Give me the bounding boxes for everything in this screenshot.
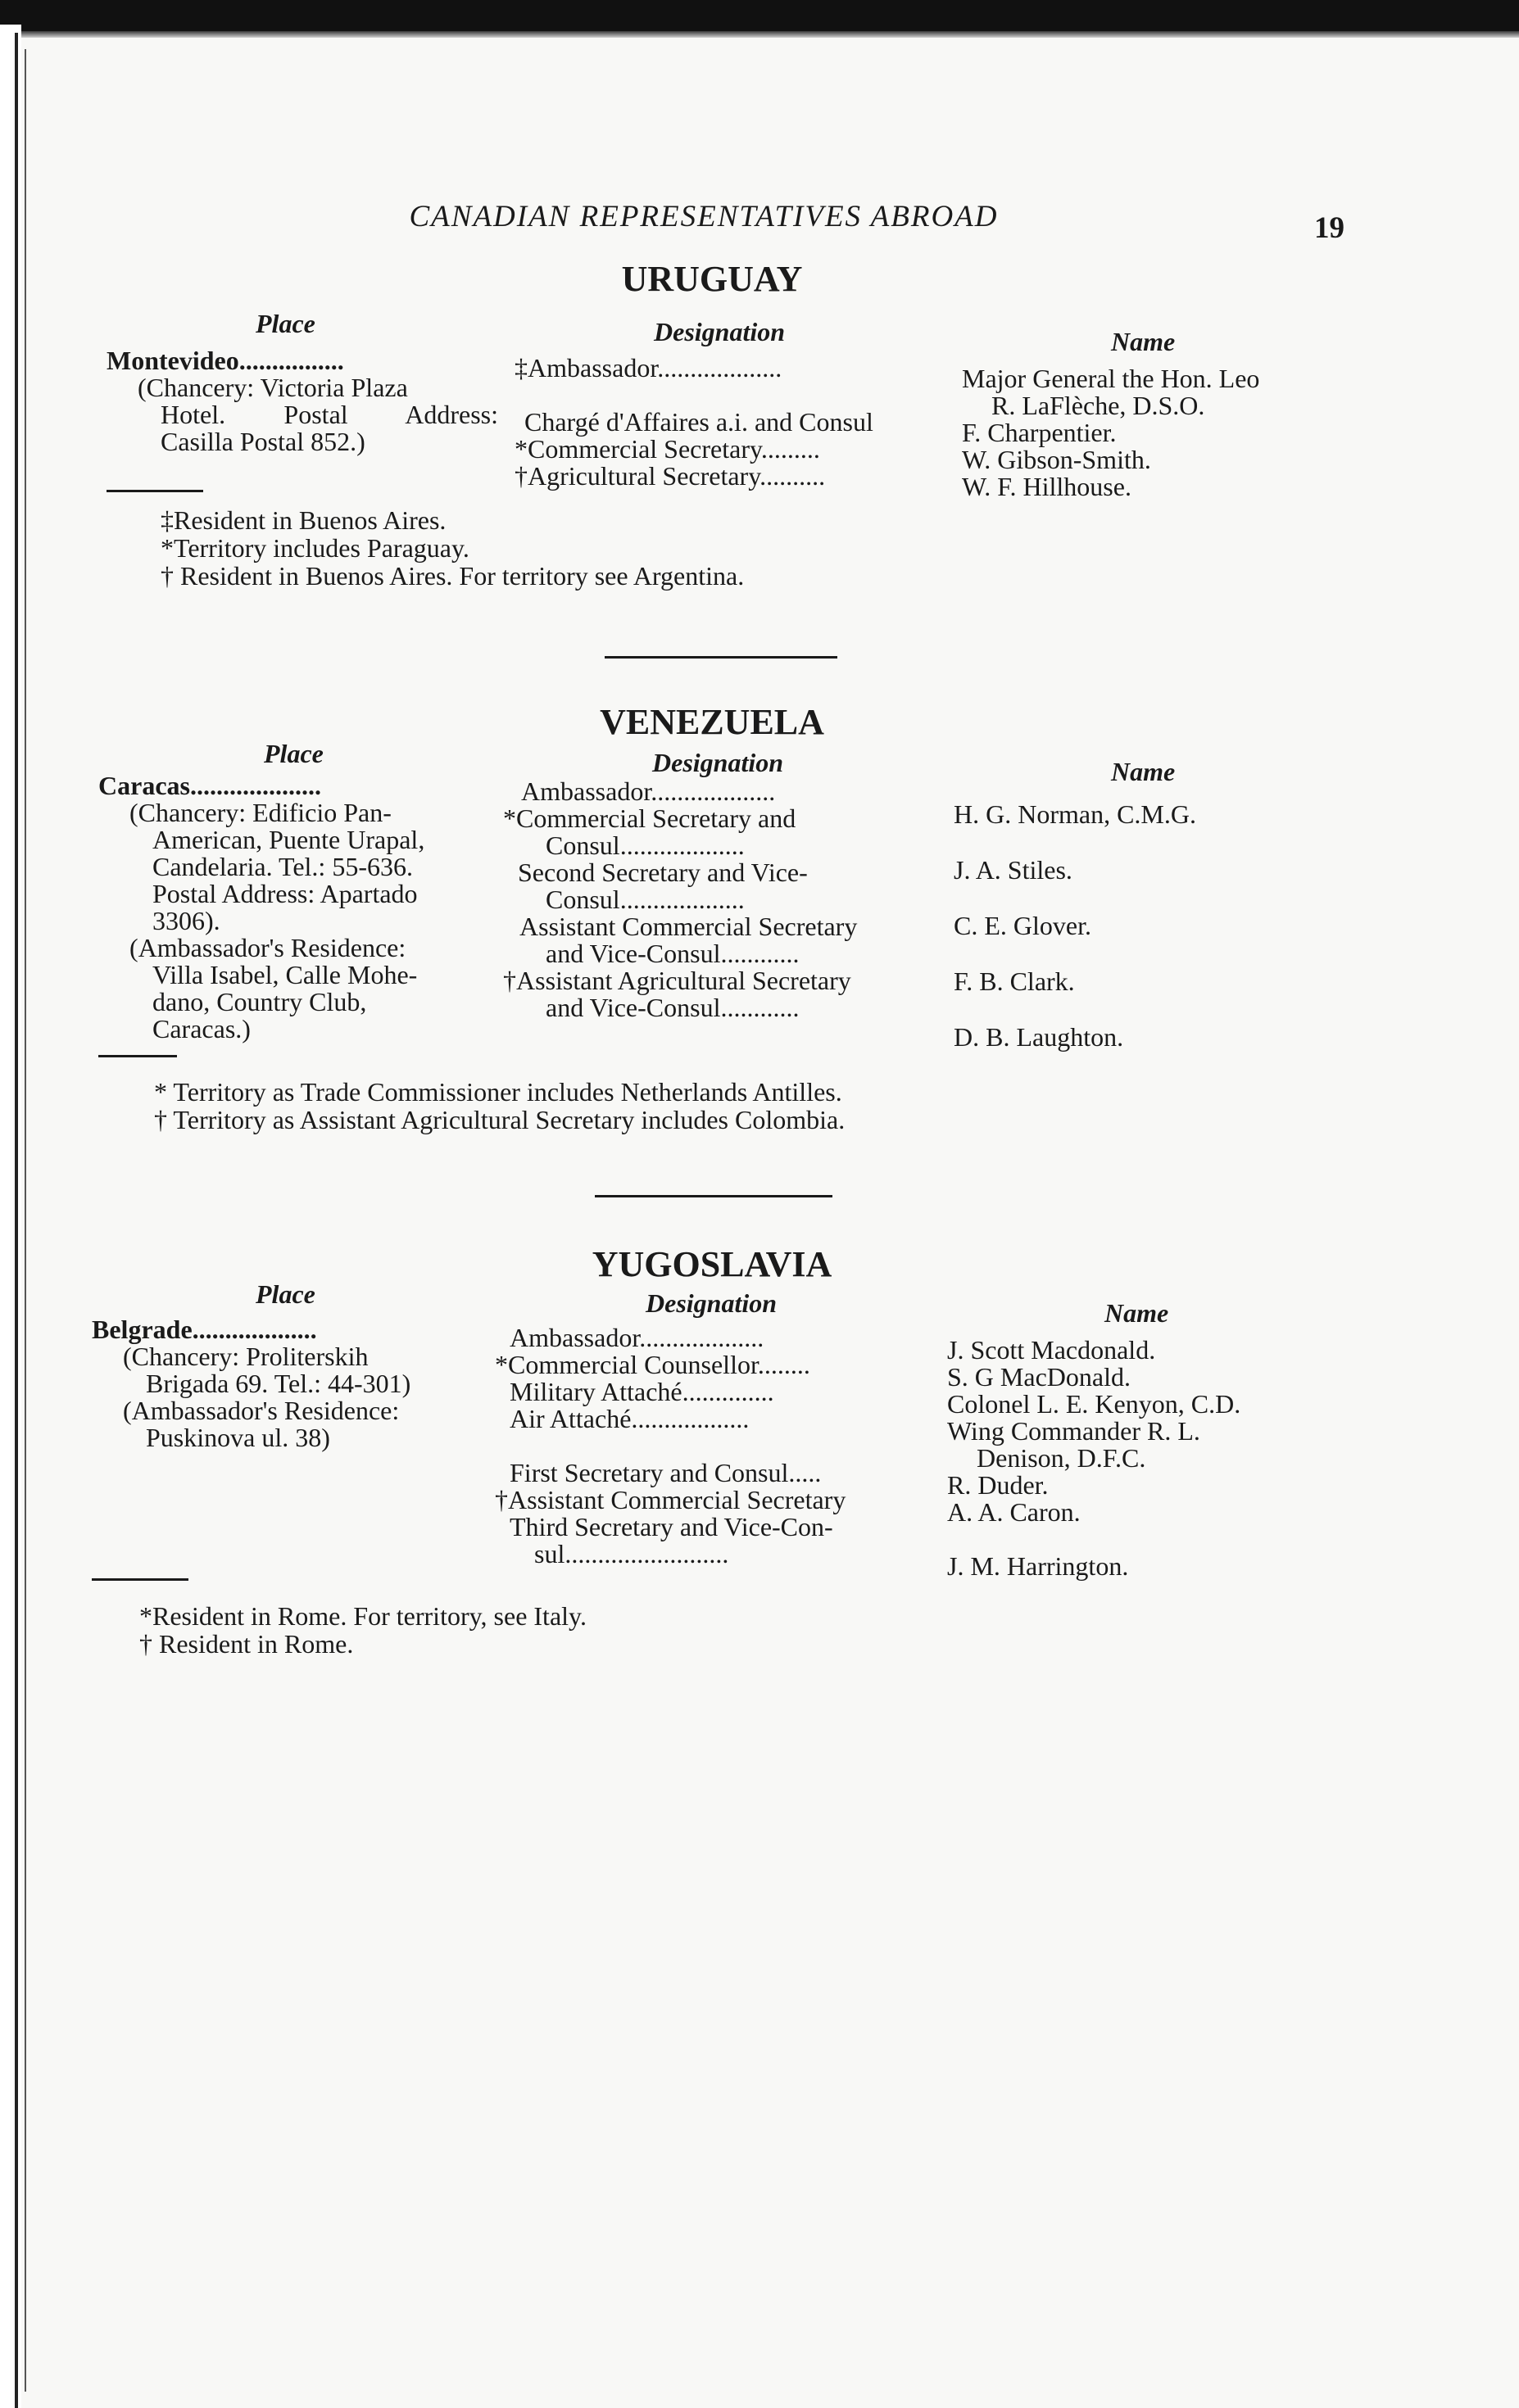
uruguay-footnote: † Resident in Buenos Aires. For territory see Argentina.	[161, 561, 745, 591]
yugoslavia-designation-line: *Commercial Counsellor........	[495, 1350, 810, 1379]
uruguay-footnote: *Territory includes Paraguay.	[161, 533, 469, 563]
venezuela-footnote: † Territory as Assistant Agricultural Secretary includes Colombia.	[154, 1105, 846, 1134]
venezuela-designation-header: Designation	[652, 748, 784, 777]
venezuela-designation-line: and Vice-Consul............	[546, 939, 800, 968]
uruguay-footnote: ‡Resident in Buenos Aires.	[161, 505, 447, 535]
yugoslavia-place-line: Puskinova ul. 38)	[146, 1423, 330, 1452]
venezuela-place-line: Villa Isabel, Calle Mohe-	[152, 960, 418, 989]
uruguay-designation-line: †Agricultural Secretary..........	[515, 461, 826, 491]
yugoslavia-place-header: Place	[256, 1279, 315, 1309]
venezuela-designation-line: and Vice-Consul............	[546, 993, 800, 1022]
venezuela-place-line: 3306).	[152, 906, 220, 935]
venezuela-place-line: American, Puente Urapal,	[152, 825, 425, 854]
running-head: CANADIAN REPRESENTATIVES ABROAD	[409, 200, 999, 233]
venezuela-place	[98, 772, 490, 1043]
yugoslavia-place-line: Belgrade...................	[92, 1315, 317, 1344]
uruguay-place-line: Montevideo................	[107, 346, 344, 375]
venezuela-place-header: Place	[264, 739, 324, 768]
venezuela-designation-line: Ambassador...................	[521, 776, 776, 806]
section-divider	[595, 1195, 832, 1197]
venezuela-name-line: F. B. Clark.	[954, 966, 1075, 996]
venezuela-place-line: (Ambassador's Residence:	[129, 933, 406, 962]
uruguay-name-line: F. Charpentier.	[962, 418, 1117, 447]
venezuela-name-line: D. B. Laughton.	[954, 1022, 1124, 1052]
yugoslavia-name-line: Denison, D.F.C.	[977, 1443, 1146, 1473]
yugoslavia-footnote-rule	[92, 1578, 188, 1581]
venezuela-designation-line: Consul...................	[546, 885, 745, 914]
scan-top-shadow	[0, 31, 1519, 38]
uruguay-place-line: Casilla Postal 852.)	[161, 427, 365, 456]
section-divider	[605, 656, 837, 659]
uruguay-designation-line: Chargé d'Affaires a.i. and Consul	[524, 407, 873, 437]
venezuela-place-line: Postal Address: Apartado	[152, 879, 418, 908]
uruguay-designation-line	[515, 382, 941, 409]
venezuela-designation-line: *Commercial Secretary and	[503, 803, 796, 833]
yugoslavia-designation-line	[495, 1433, 937, 1460]
venezuela-name-line: J. A. Stiles.	[954, 855, 1072, 885]
page-number: 19	[1314, 211, 1344, 245]
uruguay-place-line: Hotel. Postal Address:	[161, 400, 498, 429]
venezuela-name-line: C. E. Glover.	[954, 911, 1091, 940]
uruguay-footnotes	[161, 506, 744, 590]
uruguay-place	[107, 347, 498, 455]
yugoslavia-footnotes	[139, 1602, 587, 1658]
scan-left-margin	[0, 25, 21, 2408]
uruguay-names	[962, 365, 1388, 500]
venezuela-place-line: Caracas....................	[98, 771, 321, 800]
yugoslavia-title: YUGOSLAVIA	[592, 1244, 832, 1284]
venezuela-footnotes	[154, 1078, 845, 1134]
yugoslavia-name-line: R. Duder.	[947, 1470, 1049, 1500]
venezuela-title: VENEZUELA	[600, 702, 824, 742]
yugoslavia-place-line: (Chancery: Proliterskih	[123, 1342, 369, 1371]
yugoslavia-name-line: Colonel L. E. Kenyon, C.D.	[947, 1389, 1241, 1419]
venezuela-designation-line: Second Secretary and Vice-	[518, 858, 808, 887]
uruguay-designation	[515, 355, 941, 490]
uruguay-name-header: Name	[1111, 327, 1176, 356]
uruguay-designation-header: Designation	[654, 317, 786, 346]
yugoslavia-place	[92, 1316, 493, 1451]
yugoslavia-footnote: *Resident in Rome. For territory, see Italy.	[139, 1601, 587, 1631]
venezuela-designation-line: †Assistant Agricultural Secretary	[503, 966, 851, 995]
venezuela-place-line: dano, Country Club,	[152, 987, 367, 1016]
yugoslavia-name-line: J. Scott Macdonald.	[947, 1335, 1156, 1365]
yugoslavia-designation-line: †Assistant Commercial Secretary	[495, 1485, 846, 1514]
uruguay-name-line: R. LaFlèche, D.S.O.	[991, 391, 1205, 420]
venezuela-place-line: Candelaria. Tel.: 55-636.	[152, 852, 413, 881]
yugoslavia-name-line: J. M. Harrington.	[947, 1551, 1129, 1581]
uruguay-place-header: Place	[256, 309, 315, 338]
yugoslavia-place-line: (Ambassador's Residence:	[123, 1396, 400, 1425]
yugoslavia-designation-line: Air Attaché..................	[510, 1404, 750, 1433]
venezuela-footnote-rule	[98, 1055, 177, 1057]
yugoslavia-name-line	[947, 1526, 1390, 1553]
yugoslavia-name-line: S. G MacDonald.	[947, 1362, 1131, 1392]
yugoslavia-designation-line: Ambassador...................	[510, 1323, 764, 1352]
uruguay-designation-line: *Commercial Secretary.........	[515, 434, 820, 464]
uruguay-designation-line: ‡Ambassador...................	[515, 353, 782, 382]
venezuela-name-line: H. G. Norman, C.M.G.	[954, 799, 1196, 829]
uruguay-title: URUGUAY	[621, 259, 803, 299]
yugoslavia-designation-header: Designation	[646, 1288, 778, 1318]
yugoslavia-designation	[495, 1324, 937, 1568]
yugoslavia-place-line: Brigada 69. Tel.: 44-301)	[146, 1369, 411, 1398]
venezuela-designation-line: Consul...................	[546, 831, 745, 860]
binding-line-inner	[25, 49, 26, 2392]
venezuela-place-line: (Chancery: Edificio Pan-	[129, 798, 392, 827]
venezuela-name-header: Name	[1111, 757, 1176, 786]
venezuela-place-line: Caracas.)	[152, 1014, 251, 1043]
venezuela-designation-line: Assistant Commercial Secretary	[519, 912, 858, 941]
venezuela-designation	[503, 778, 945, 1021]
yugoslavia-designation-line: First Secretary and Consul.....	[510, 1458, 822, 1487]
uruguay-footnote-rule	[107, 490, 203, 492]
uruguay-name-line: Major General the Hon. Leo	[962, 364, 1260, 393]
yugoslavia-designation-line: sul.........................	[534, 1539, 729, 1568]
venezuela-footnote: * Territory as Trade Commissioner includes Netherlands Antilles.	[154, 1077, 842, 1107]
yugoslavia-designation-line: Third Secretary and Vice-Con-	[510, 1512, 833, 1541]
yugoslavia-footnote: † Resident in Rome.	[139, 1629, 354, 1659]
yugoslavia-name-header: Name	[1104, 1298, 1169, 1328]
yugoslavia-name-line: A. A. Caron.	[947, 1497, 1081, 1527]
venezuela-names	[954, 786, 1380, 1065]
binding-line	[15, 33, 18, 2408]
uruguay-name-line: W. Gibson-Smith.	[962, 445, 1151, 474]
uruguay-place-line: (Chancery: Victoria Plaza	[138, 373, 408, 402]
scan-top-border	[0, 0, 1519, 31]
yugoslavia-names	[947, 1337, 1390, 1580]
uruguay-name-line: W. F. Hillhouse.	[962, 472, 1131, 501]
yugoslavia-designation-line: Military Attaché..............	[510, 1377, 774, 1406]
yugoslavia-name-line: Wing Commander R. L.	[947, 1416, 1200, 1446]
